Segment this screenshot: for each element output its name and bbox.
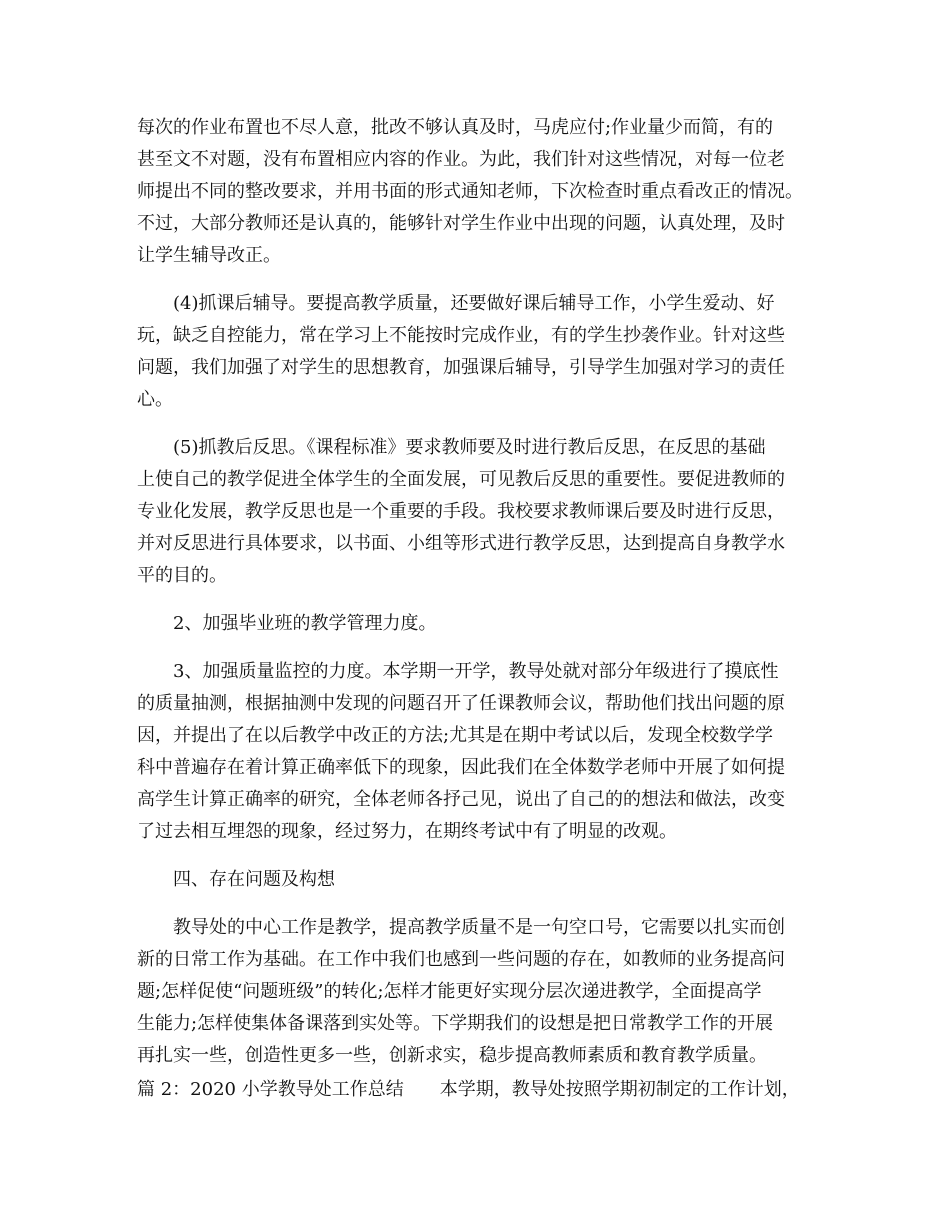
text-line: 因，并提出了在以后教学中改正的方法;尤其是在期中考试以后，发现全校数学学 bbox=[137, 725, 774, 746]
text-line: 玩，缺乏自控能力，常在学习上不能按时完成作业，有的学生抄袭作业。针对这些 bbox=[137, 325, 785, 346]
paragraph-first-line: (5)抓教后反思。《课程标准》要求教师要及时进行教后反思，在反思的基础 bbox=[173, 437, 766, 458]
text-line: 心。 bbox=[137, 389, 173, 410]
text-line: 并对反思进行具体要求，以书面、小组等形式进行教学反思，达到提高自身教学水 bbox=[137, 533, 785, 554]
text-line: 每次的作业布置也不尽人意，批改不够认真及时，马虎应付;作业量少而简，有的 bbox=[137, 117, 774, 138]
text-line: 题;怎样促使“问题班级”的转化;怎样才能更好实现分层次递进教学，全面提高学 bbox=[137, 981, 762, 1002]
text-line: 平的目的。 bbox=[137, 565, 227, 586]
text-line: 上使自己的教学促进全体学生的全面发展，可见教后反思的重要性。要促进教师的 bbox=[137, 469, 785, 490]
article-title-line: 篇 2：2020 小学教导处工作总结 本学期，教导处按照学期初制定的工作计划， bbox=[137, 1079, 800, 1100]
text-line: 了过去相互埋怨的现象，经过努力，在期终考试中有了明显的改观。 bbox=[137, 821, 677, 842]
text-line: 高学生计算正确率的研究，全体老师各抒己见，说出了自己的的想法和做法，改变 bbox=[137, 789, 785, 810]
text-line: 的质量抽测，根据抽测中发现的问题召开了任课教师会议，帮助他们找出问题的原 bbox=[137, 693, 785, 714]
section-heading: 四、存在问题及构想 bbox=[173, 869, 335, 890]
text-line: 再扎实一些，创造性更多一些，创新求实，稳步提高教师素质和教育教学质量。 bbox=[137, 1045, 767, 1066]
paragraph-first-line: 3、加强质量监控的力度。本学期一开学，教导处就对部分年级进行了摸底性 bbox=[173, 661, 779, 682]
text-line: 新的日常工作为基础。在工作中我们也感到一些问题的存在，如教师的业务提高问 bbox=[137, 949, 785, 970]
text-line: 科中普遍存在着计算正确率低下的现象，因此我们在全体数学老师中开展了如何提 bbox=[137, 757, 785, 778]
text-line: 甚至文不对题，没有布置相应内容的作业。为此，我们针对这些情况，对每一位老 bbox=[137, 149, 785, 170]
text-line: 让学生辅导改正。 bbox=[137, 245, 281, 266]
text-line: 生能力;怎样使集体备课落到实处等。下学期我们的设想是把日常教学工作的开展 bbox=[137, 1013, 774, 1034]
text-line: 不过，大部分教师还是认真的，能够针对学生作业中出现的问题，认真处理，及时 bbox=[137, 213, 785, 234]
text-line: 师提出不同的整改要求，并用书面的形式通知老师，下次检查时重点看改正的情况。 bbox=[137, 181, 803, 202]
text-line: 专业化发展，教学反思也是一个重要的手段。我校要求教师课后要及时进行反思， bbox=[137, 501, 785, 522]
text-line: 问题，我们加强了对学生的思想教育，加强课后辅导，引导学生加强对学习的责任 bbox=[137, 357, 785, 378]
paragraph-first-line: (4)抓课后辅导。要提高教学质量，还要做好课后辅导工作，小学生爱动、好 bbox=[173, 293, 775, 314]
section-item: 2、加强毕业班的教学管理力度。 bbox=[173, 613, 437, 634]
paragraph-first-line: 教导处的中心工作是教学，提高教学质量不是一句空口号，它需要以扎实而创 bbox=[173, 917, 785, 938]
